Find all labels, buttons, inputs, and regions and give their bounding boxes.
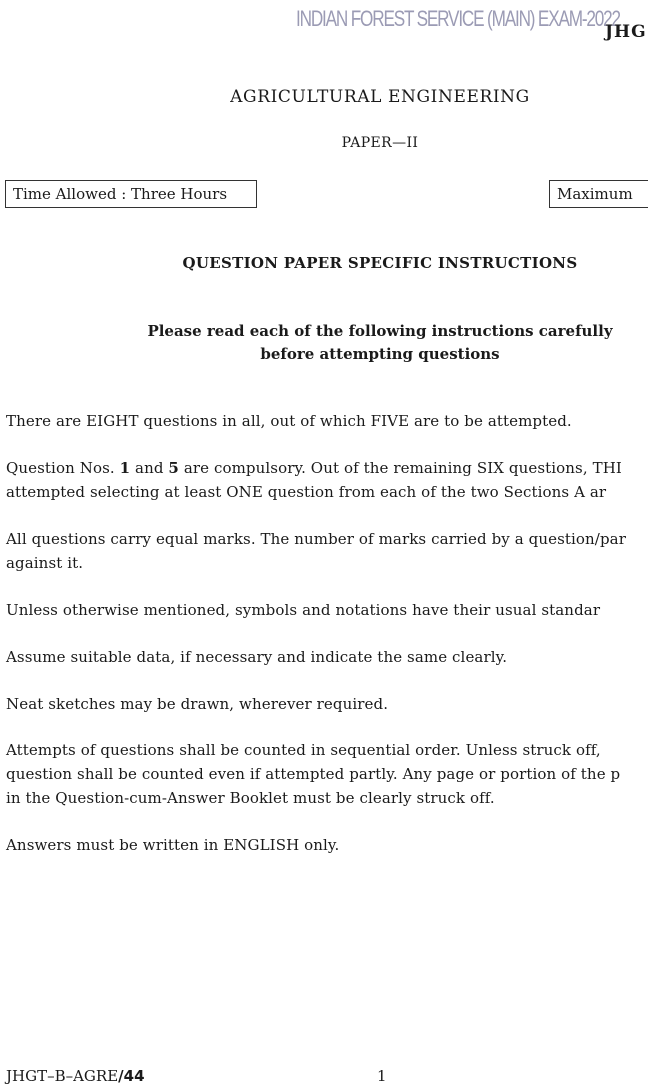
instruction-5: Assume suitable data, if necessary and indicate the same clearly.	[6, 648, 508, 666]
instruction-2-line-2: attempted selecting at least ONE question from each of the two Sections A ar	[6, 483, 607, 501]
instruction-2	[6, 456, 622, 504]
instruction-2-text-c: are compulsory. Out of the remaining SIX questions, THI	[178, 459, 622, 477]
read-carefully-line-2: before attempting questions	[260, 345, 500, 363]
instruction-4: Unless otherwise mentioned, symbols and notations have their usual standar	[6, 601, 601, 619]
instruction-8: Answers must be written in ENGLISH only.	[6, 836, 340, 854]
footer-paper-code	[6, 1067, 145, 1085]
question-number-5: 5	[168, 459, 179, 477]
paper-code: JHG	[605, 22, 647, 42]
question-number-1: 1	[119, 459, 131, 477]
instruction-7	[6, 738, 620, 810]
time-allowed-box: Time Allowed : Three Hours	[5, 180, 257, 208]
exam-stamp: INDIAN FOREST SERVICE (MAIN) EXAM-2022	[296, 6, 620, 31]
instruction-2-text-b: and	[130, 459, 169, 477]
instruction-7-line-2: question shall be counted even if attempted partly. Any page or portion of the p	[6, 765, 621, 783]
footer-code-suffix: /44	[118, 1067, 145, 1085]
subject-title: AGRICULTURAL ENGINEERING	[230, 87, 530, 107]
instruction-2-line-1	[6, 456, 622, 480]
page-number: 1	[377, 1067, 387, 1085]
read-carefully-note	[0, 320, 648, 366]
read-carefully-line-1: Please read each of the following instructions carefully	[147, 322, 613, 340]
instruction-3-line-1: All questions carry equal marks. The number of marks carried by a question/par	[6, 530, 626, 548]
instruction-7-line-3: in the Question-cum-Answer Booklet must be clearly struck off.	[6, 789, 495, 807]
instructions-heading: QUESTION PAPER SPECIFIC INSTRUCTIONS	[182, 254, 578, 272]
instruction-6: Neat sketches may be drawn, wherever required.	[6, 695, 389, 713]
instruction-1: There are EIGHT questions in all, out of which FIVE are to be attempted.	[6, 412, 572, 430]
footer-code-prefix: JHGT–B–AGRE	[6, 1067, 119, 1085]
instruction-7-line-1: Attempts of questions shall be counted in sequential order. Unless struck off,	[6, 741, 601, 759]
maximum-marks-box: Maximum	[549, 180, 648, 208]
instruction-3-line-2: against it.	[6, 554, 84, 572]
instruction-2-text-a: Question Nos.	[6, 459, 120, 477]
instruction-3	[6, 527, 626, 575]
paper-number: PAPER—II	[341, 135, 419, 151]
